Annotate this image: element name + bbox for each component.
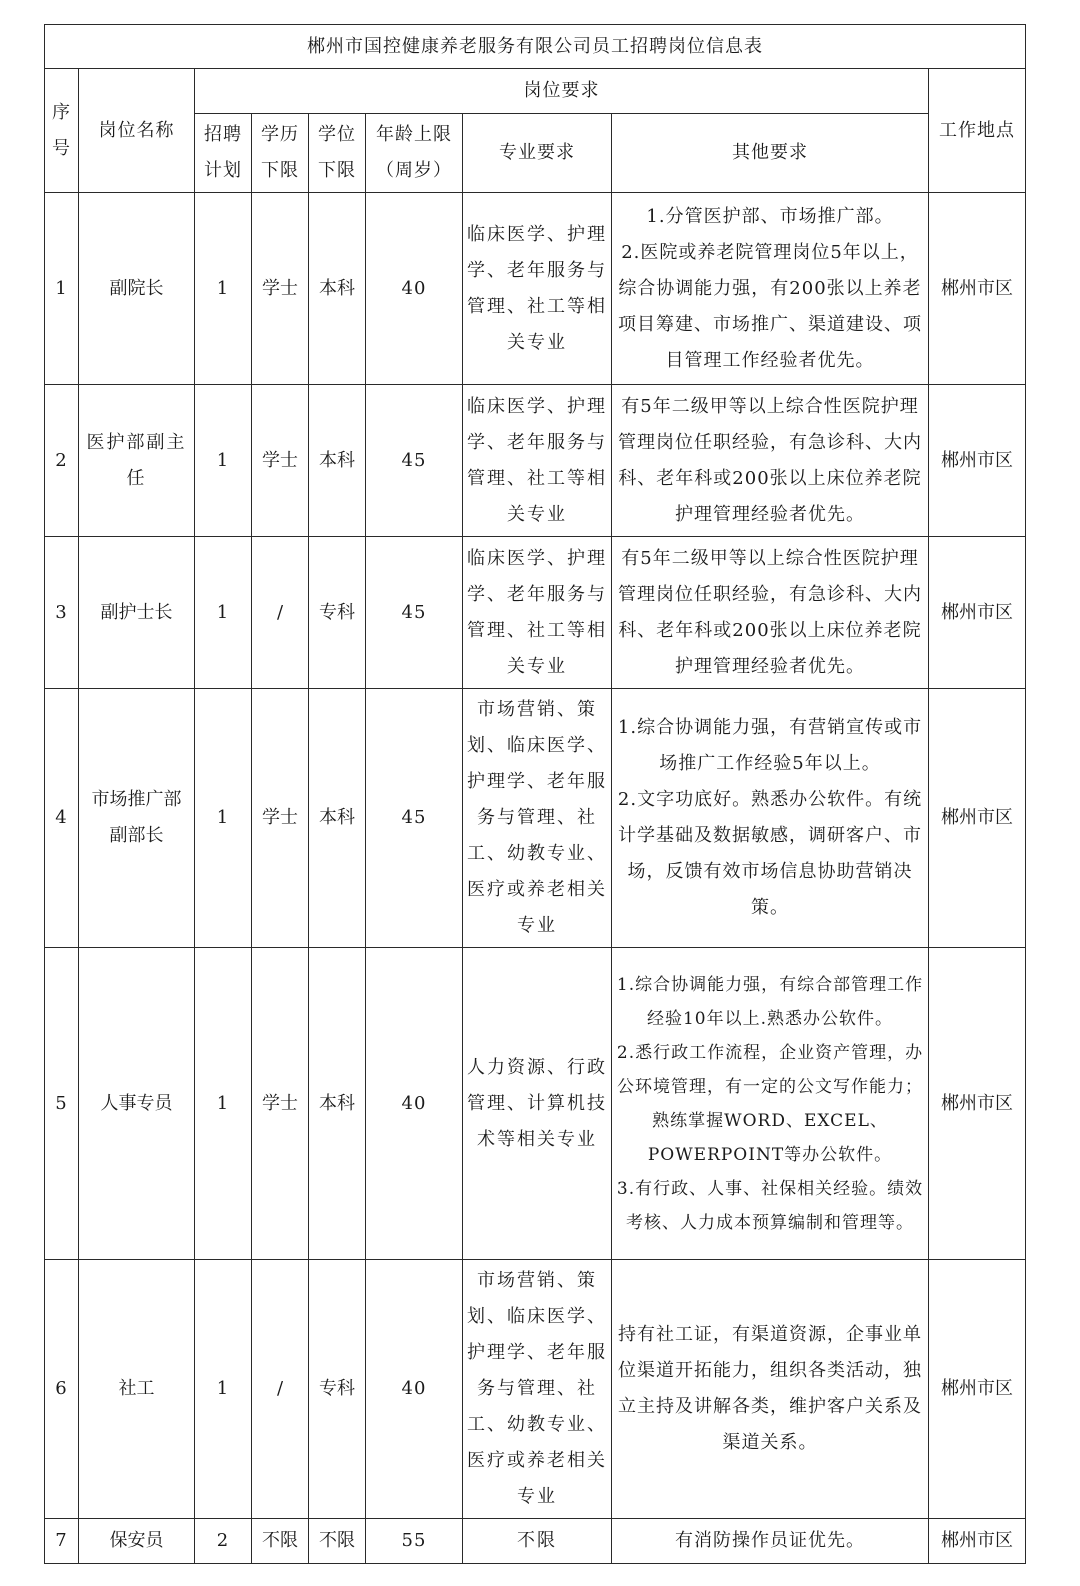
cell-major: 市场营销、策划、临床医学、护理学、老年服务与管理、社工、幼教专业、医疗或养老相关专业	[463, 689, 612, 948]
cell-age: 45	[366, 537, 463, 689]
cell-other: 有5年二级甲等以上综合性医院护理管理岗位任职经验，有急诊科、大内科、老年科或200张以上床位养老院护理管理经验者优先。	[612, 537, 929, 689]
cell-plan: 1	[195, 193, 252, 385]
cell-position: 医护部副主任	[79, 385, 195, 537]
cell-location: 郴州市区	[929, 537, 1026, 689]
table-title: 郴州市国控健康养老服务有限公司员工招聘岗位信息表	[45, 25, 1026, 69]
header-position: 岗位名称	[79, 69, 195, 193]
header-seq: 序 号	[45, 69, 79, 193]
cell-other: 1.分管医护部、市场推广部。 2.医院或养老院管理岗位5年以上，综合协调能力强，有200张以上养老项目筹建、市场推广、渠道建设、项目管理工作经验者优先。	[612, 193, 929, 385]
cell-age: 45	[366, 689, 463, 948]
header-major: 专业要求	[463, 114, 612, 193]
cell-degree: 本科	[309, 385, 366, 537]
cell-location: 郴州市区	[929, 1519, 1026, 1564]
cell-major: 不限	[463, 1519, 612, 1564]
cell-position: 副院长	[79, 193, 195, 385]
header-requirements: 岗位要求	[195, 69, 929, 114]
header-location: 工作地点	[929, 69, 1026, 193]
cell-degree: 本科	[309, 689, 366, 948]
header-plan: 招聘 计划	[195, 114, 252, 193]
cell-position: 保安员	[79, 1519, 195, 1564]
cell-other: 有消防操作员证优先。	[612, 1519, 929, 1564]
cell-age: 40	[366, 948, 463, 1260]
cell-major: 临床医学、护理学、老年服务与管理、社工等相关专业	[463, 385, 612, 537]
table-row	[45, 1260, 1026, 1519]
cell-plan: 1	[195, 537, 252, 689]
cell-position: 社工	[79, 1260, 195, 1519]
table-row	[45, 689, 1026, 948]
table-row	[45, 1519, 1026, 1564]
cell-plan: 1	[195, 385, 252, 537]
cell-location: 郴州市区	[929, 948, 1026, 1260]
recruitment-table	[44, 24, 1026, 1564]
cell-plan: 2	[195, 1519, 252, 1564]
cell-education: 学士	[252, 385, 309, 537]
cell-education: 学士	[252, 948, 309, 1260]
cell-education: 学士	[252, 689, 309, 948]
cell-location: 郴州市区	[929, 385, 1026, 537]
table-row	[45, 948, 1026, 1260]
cell-education: /	[252, 537, 309, 689]
cell-other: 1.综合协调能力强，有综合部管理工作经验10年以上.熟悉办公软件。 2.悉行政工作流程，企业资产管理，办公环境管理，有一定的公文写作能力；熟练掌握WORD、EXCEL、POWERPOINT等办公软件。 3.有行政、人事、社保相关经验。绩效考核、人力成本预算编制和管理等。	[612, 948, 929, 1260]
cell-age: 40	[366, 1260, 463, 1519]
cell-other: 有5年二级甲等以上综合性医院护理管理岗位任职经验，有急诊科、大内科、老年科或200张以上床位养老院护理管理经验者优先。	[612, 385, 929, 537]
cell-seq: 1	[45, 193, 79, 385]
cell-plan: 1	[195, 948, 252, 1260]
cell-age: 45	[366, 385, 463, 537]
cell-seq: 3	[45, 537, 79, 689]
cell-other: 持有社工证，有渠道资源，企事业单位渠道开拓能力，组织各类活动，独立主持及讲解各类，维护客户关系及渠道关系。	[612, 1260, 929, 1519]
cell-location: 郴州市区	[929, 193, 1026, 385]
cell-education: 学士	[252, 193, 309, 385]
cell-seq: 4	[45, 689, 79, 948]
cell-position: 人事专员	[79, 948, 195, 1260]
cell-degree: 专科	[309, 537, 366, 689]
cell-seq: 7	[45, 1519, 79, 1564]
cell-education: 不限	[252, 1519, 309, 1564]
cell-plan: 1	[195, 689, 252, 948]
cell-seq: 6	[45, 1260, 79, 1519]
cell-seq: 5	[45, 948, 79, 1260]
cell-education: /	[252, 1260, 309, 1519]
cell-degree: 本科	[309, 948, 366, 1260]
cell-position: 副护士长	[79, 537, 195, 689]
table-row	[45, 193, 1026, 385]
cell-plan: 1	[195, 1260, 252, 1519]
cell-degree: 本科	[309, 193, 366, 385]
cell-major: 人力资源、行政管理、计算机技术等相关专业	[463, 948, 612, 1260]
cell-major: 市场营销、策划、临床医学、护理学、老年服务与管理、社工、幼教专业、医疗或养老相关专业	[463, 1260, 612, 1519]
cell-age: 55	[366, 1519, 463, 1564]
header-age: 年龄上限 （周岁）	[366, 114, 463, 193]
cell-seq: 2	[45, 385, 79, 537]
header-degree: 学位 下限	[309, 114, 366, 193]
header-other: 其他要求	[612, 114, 929, 193]
table-row	[45, 385, 1026, 537]
cell-degree: 专科	[309, 1260, 366, 1519]
header-education: 学历 下限	[252, 114, 309, 193]
cell-other: 1.综合协调能力强，有营销宣传或市场推广工作经验5年以上。 2.文字功底好。熟悉办公软件。有统计学基础及数据敏感，调研客户、市场，反馈有效市场信息协助营销决策。	[612, 689, 929, 948]
table-row	[45, 537, 1026, 689]
cell-location: 郴州市区	[929, 1260, 1026, 1519]
cell-degree: 不限	[309, 1519, 366, 1564]
cell-position: 市场推广部副部长	[79, 689, 195, 948]
cell-location: 郴州市区	[929, 689, 1026, 948]
cell-age: 40	[366, 193, 463, 385]
cell-major: 临床医学、护理学、老年服务与管理、社工等相关专业	[463, 193, 612, 385]
cell-major: 临床医学、护理学、老年服务与管理、社工等相关专业	[463, 537, 612, 689]
